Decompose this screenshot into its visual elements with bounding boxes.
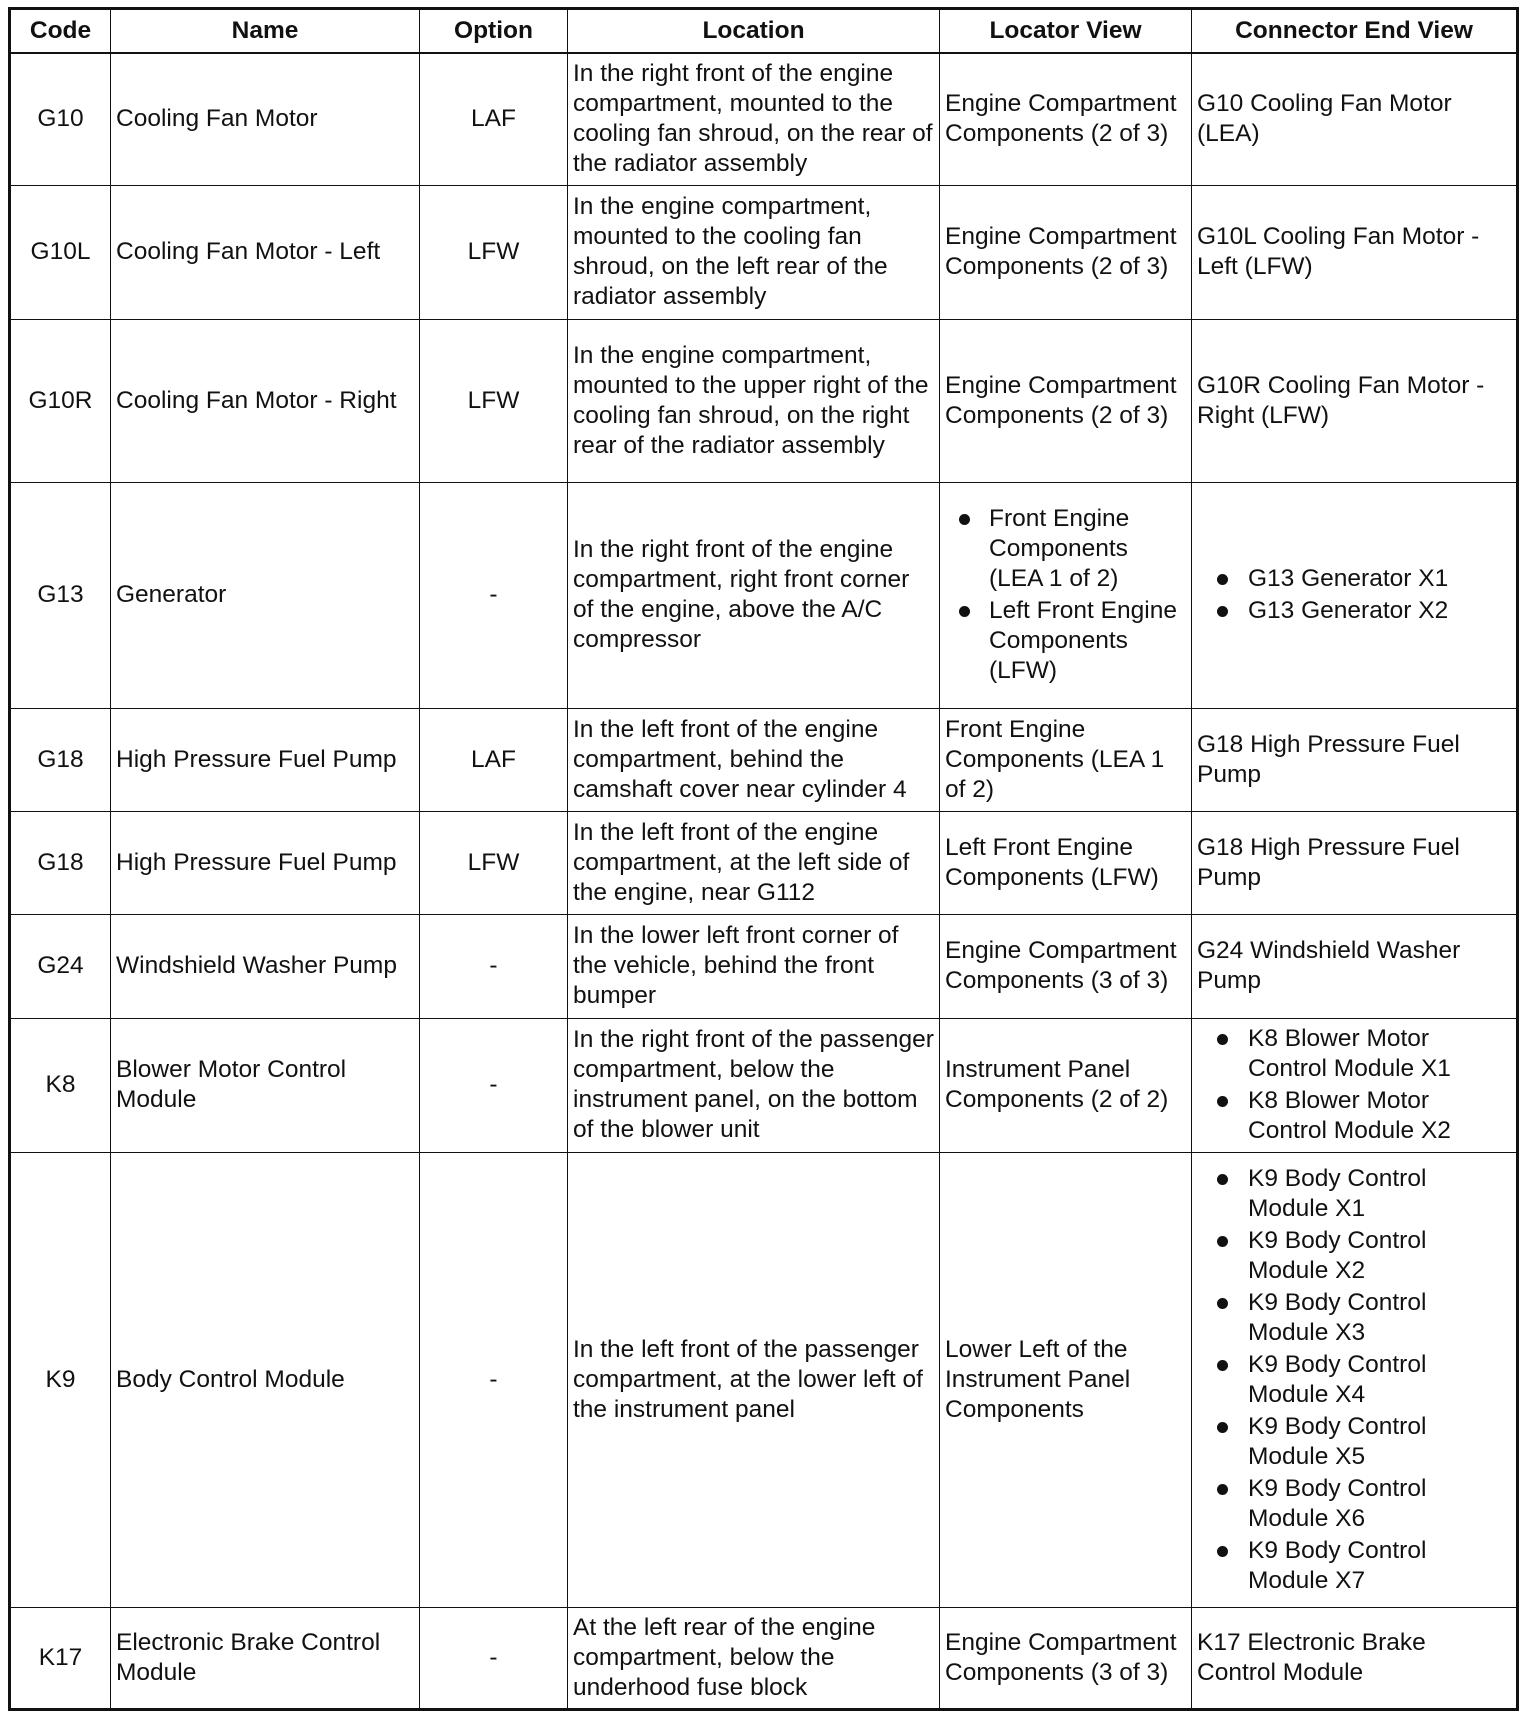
cell-name: High Pressure Fuel Pump xyxy=(111,811,420,914)
component-locator-table-wrapper xyxy=(8,7,1516,1711)
list-item xyxy=(1197,1024,1511,1084)
cell-code: G18 xyxy=(10,708,111,811)
cell-connector-end-view xyxy=(1192,482,1518,708)
list-item-text: K9 Body Control Module X6 xyxy=(1248,1474,1427,1532)
bullet-icon xyxy=(1217,1034,1228,1045)
cell-option: - xyxy=(420,1607,568,1709)
cell-locator-view xyxy=(940,185,1192,319)
bullet-icon xyxy=(1217,1546,1228,1557)
cell-option: LFW xyxy=(420,185,568,319)
cell-code: G10R xyxy=(10,319,111,482)
cell-location: In the right front of the engine compartment, right front corner of the engine, above the A/C compressor xyxy=(568,482,940,708)
cell-connector-end-view-text: G18 High Pressure Fuel Pump xyxy=(1197,730,1460,788)
list-item xyxy=(1197,1536,1511,1596)
cell-location: In the engine compartment, mounted to the upper right of the cooling fan shroud, on the right rear of the radiator assembly xyxy=(568,319,940,482)
cell-connector-end-view-text: G24 Windshield Washer Pump xyxy=(1197,937,1461,994)
header-option: Option xyxy=(420,9,568,54)
cell-location: In the right front of the engine compartment, mounted to the cooling fan shroud, on the rear of the radiator assembly xyxy=(568,53,940,185)
cell-connector-end-view-list xyxy=(1197,1024,1511,1146)
cell-location: At the left rear of the engine compartment, below the underhood fuse block xyxy=(568,1607,940,1709)
header-code: Code xyxy=(10,9,111,54)
cell-code: K8 xyxy=(10,1018,111,1152)
cell-option: LAF xyxy=(420,708,568,811)
list-item-text: K9 Body Control Module X1 xyxy=(1248,1164,1427,1222)
cell-connector-end-view xyxy=(1192,1607,1518,1709)
cell-code: G13 xyxy=(10,482,111,708)
bullet-icon xyxy=(1217,606,1228,617)
bullet-icon xyxy=(959,514,970,525)
bullet-icon xyxy=(959,606,970,617)
cell-location: In the right front of the passenger compartment, below the instrument panel, on the bottom of the blower unit xyxy=(568,1018,940,1152)
cell-locator-view-text: Engine Compartment Components (2 of 3) xyxy=(945,223,1177,280)
cell-connector-end-view xyxy=(1192,914,1518,1018)
list-item-text: K9 Body Control Module X3 xyxy=(1248,1288,1427,1346)
bullet-icon xyxy=(1217,574,1228,585)
header-connector-end-view: Connector End View xyxy=(1192,9,1518,54)
bullet-icon xyxy=(1217,1236,1228,1247)
cell-connector-end-view-list xyxy=(1197,1164,1511,1596)
header-row xyxy=(10,9,1518,54)
list-item-text: Left Front Engine Components (LFW) xyxy=(989,597,1177,684)
bullet-icon xyxy=(1217,1174,1228,1185)
list-item-text: K8 Blower Motor Control Module X1 xyxy=(1248,1025,1451,1082)
cell-name: Blower Motor Control Module xyxy=(111,1018,420,1152)
cell-locator-view-text: Engine Compartment Components (2 of 3) xyxy=(945,371,1177,429)
cell-name: Body Control Module xyxy=(111,1152,420,1607)
cell-code: K17 xyxy=(10,1607,111,1709)
cell-name: Electronic Brake Control Module xyxy=(111,1607,420,1709)
cell-connector-end-view xyxy=(1192,811,1518,914)
cell-option: - xyxy=(420,482,568,708)
table-row xyxy=(10,811,1518,914)
cell-connector-end-view-text: G10R Cooling Fan Motor - Right (LFW) xyxy=(1197,371,1485,429)
cell-connector-end-view xyxy=(1192,319,1518,482)
cell-code: K9 xyxy=(10,1152,111,1607)
list-item xyxy=(1197,1164,1511,1224)
list-item xyxy=(1197,1350,1511,1410)
cell-locator-view-text: Instrument Panel Components (2 of 2) xyxy=(945,1056,1169,1113)
list-item xyxy=(1197,1474,1511,1534)
cell-code: G10L xyxy=(10,185,111,319)
bullet-icon xyxy=(1217,1484,1228,1495)
cell-locator-view-text: Engine Compartment Components (3 of 3) xyxy=(945,1628,1177,1686)
cell-locator-view xyxy=(940,482,1192,708)
header-location: Location xyxy=(568,9,940,54)
cell-code: G10 xyxy=(10,53,111,185)
cell-location: In the left front of the passenger compartment, at the lower left of the instrument panel xyxy=(568,1152,940,1607)
table-body xyxy=(10,53,1518,1709)
list-item-text: G13 Generator X2 xyxy=(1248,597,1449,624)
list-item-text: K9 Body Control Module X5 xyxy=(1248,1412,1427,1470)
list-item-text: K8 Blower Motor Control Module X2 xyxy=(1248,1087,1451,1144)
list-item xyxy=(1197,1086,1511,1146)
cell-locator-view-text: Lower Left of the Instrument Panel Components xyxy=(945,1335,1131,1423)
cell-code: G18 xyxy=(10,811,111,914)
table-row xyxy=(10,482,1518,708)
list-item xyxy=(945,596,1186,686)
cell-name: Cooling Fan Motor - Right xyxy=(111,319,420,482)
cell-option: - xyxy=(420,1152,568,1607)
cell-connector-end-view-text: G10L Cooling Fan Motor - Left (LFW) xyxy=(1197,223,1480,280)
table-row xyxy=(10,914,1518,1018)
table-row xyxy=(10,1018,1518,1152)
cell-connector-end-view xyxy=(1192,1152,1518,1607)
bullet-icon xyxy=(1217,1422,1228,1433)
cell-connector-end-view-text: K17 Electronic Brake Control Module xyxy=(1197,1628,1426,1686)
header-locator-view: Locator View xyxy=(940,9,1192,54)
cell-locator-view xyxy=(940,1607,1192,1709)
cell-name: High Pressure Fuel Pump xyxy=(111,708,420,811)
component-locator-table xyxy=(8,7,1519,1711)
table-row xyxy=(10,708,1518,811)
cell-locator-view-text: Left Front Engine Components (LFW) xyxy=(945,833,1159,891)
cell-locator-view-text: Front Engine Components (LEA 1 of 2) xyxy=(945,715,1165,803)
bullet-icon xyxy=(1217,1360,1228,1371)
header-name: Name xyxy=(111,9,420,54)
cell-option: - xyxy=(420,1018,568,1152)
list-item-text: K9 Body Control Module X7 xyxy=(1248,1536,1427,1594)
cell-locator-view xyxy=(940,319,1192,482)
cell-connector-end-view xyxy=(1192,185,1518,319)
table-row xyxy=(10,53,1518,185)
list-item-text: K9 Body Control Module X2 xyxy=(1248,1226,1427,1284)
cell-connector-end-view-list xyxy=(1197,564,1511,626)
list-item-text: K9 Body Control Module X4 xyxy=(1248,1350,1427,1408)
cell-code: G24 xyxy=(10,914,111,1018)
cell-locator-view xyxy=(940,1152,1192,1607)
cell-option: LFW xyxy=(420,811,568,914)
bullet-icon xyxy=(1217,1298,1228,1309)
cell-locator-view xyxy=(940,53,1192,185)
table-row xyxy=(10,185,1518,319)
list-item xyxy=(1197,1226,1511,1286)
cell-location: In the engine compartment, mounted to the cooling fan shroud, on the left rear of the radiator assembly xyxy=(568,185,940,319)
cell-option: - xyxy=(420,914,568,1018)
cell-location: In the left front of the engine compartment, behind the camshaft cover near cylinder 4 xyxy=(568,708,940,811)
list-item-text: Front Engine Components (LEA 1 of 2) xyxy=(989,505,1130,592)
list-item-text: G13 Generator X1 xyxy=(1248,565,1449,592)
table-row xyxy=(10,1607,1518,1709)
cell-connector-end-view xyxy=(1192,1018,1518,1152)
cell-location: In the lower left front corner of the vehicle, behind the front bumper xyxy=(568,914,940,1018)
cell-name: Generator xyxy=(111,482,420,708)
cell-locator-view xyxy=(940,914,1192,1018)
cell-connector-end-view-text: G10 Cooling Fan Motor (LEA) xyxy=(1197,90,1452,148)
list-item xyxy=(1197,564,1511,594)
cell-locator-view xyxy=(940,1018,1192,1152)
cell-connector-end-view-text: G18 High Pressure Fuel Pump xyxy=(1197,833,1460,891)
cell-name: Cooling Fan Motor - Left xyxy=(111,185,420,319)
table-header xyxy=(10,9,1518,54)
cell-locator-view-text: Engine Compartment Components (3 of 3) xyxy=(945,937,1177,994)
cell-locator-view-text: Engine Compartment Components (2 of 3) xyxy=(945,90,1177,148)
cell-location: In the left front of the engine compartment, at the left side of the engine, near G112 xyxy=(568,811,940,914)
cell-locator-view xyxy=(940,708,1192,811)
bullet-icon xyxy=(1217,1096,1228,1107)
list-item xyxy=(1197,1412,1511,1472)
list-item xyxy=(1197,596,1511,626)
list-item xyxy=(1197,1288,1511,1348)
list-item xyxy=(945,504,1186,594)
cell-name: Cooling Fan Motor xyxy=(111,53,420,185)
table-row xyxy=(10,1152,1518,1607)
cell-locator-view xyxy=(940,811,1192,914)
cell-option: LFW xyxy=(420,319,568,482)
cell-name: Windshield Washer Pump xyxy=(111,914,420,1018)
cell-connector-end-view xyxy=(1192,708,1518,811)
table-row xyxy=(10,319,1518,482)
cell-connector-end-view xyxy=(1192,53,1518,185)
cell-option: LAF xyxy=(420,53,568,185)
cell-locator-view-list xyxy=(945,504,1186,686)
